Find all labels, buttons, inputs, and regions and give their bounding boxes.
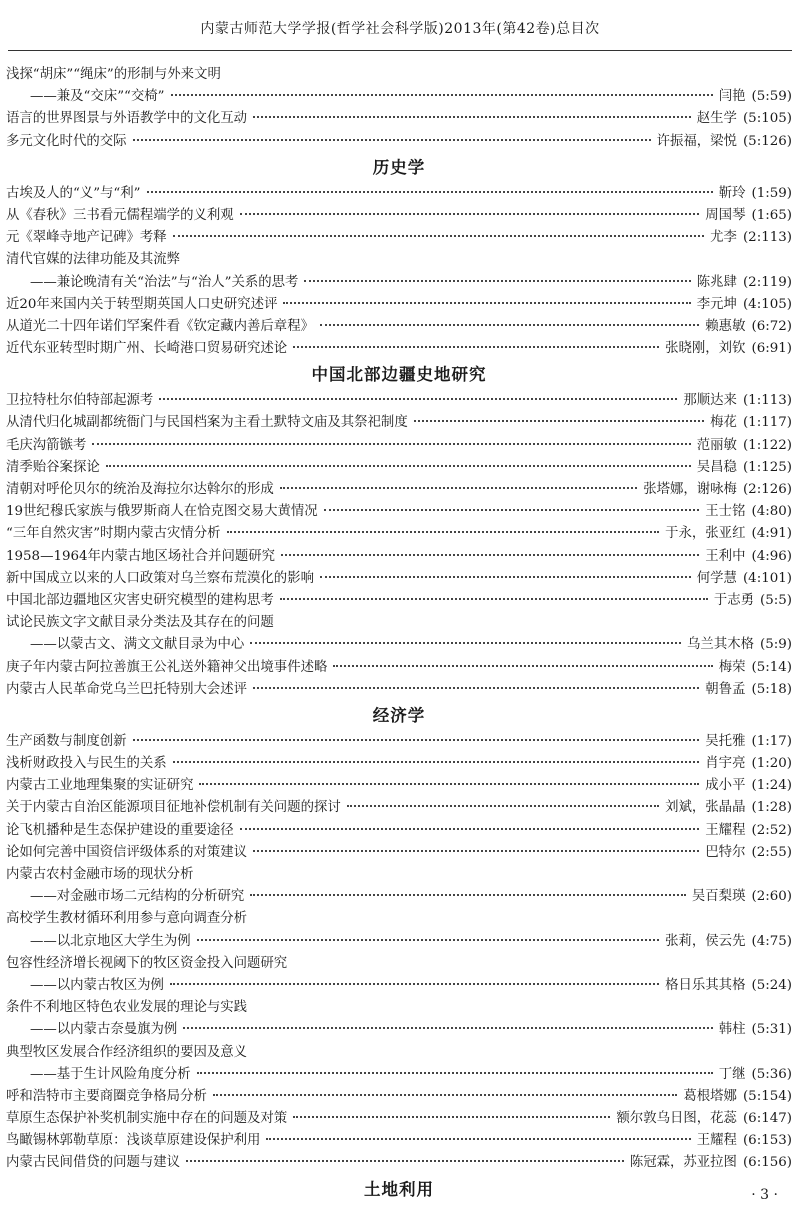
dot-leader [280,597,708,600]
dot-leader [266,1137,690,1140]
entry-issue-page: (5:31) [751,1022,792,1038]
toc-entry [6,590,792,612]
toc-entry [6,997,792,1019]
entry-title: ——以蒙古文、满文文献目录为中心 [30,637,245,653]
entry-author: 丁继 [718,1066,746,1082]
entry-issue-page: (1:59) [751,185,792,201]
entry-author: 朝鲁孟 [705,681,746,697]
entry-issue-page: (1:113) [742,393,792,409]
entry-issue-page: (1:125) [742,459,792,475]
dot-leader [159,397,677,400]
dot-leader [199,782,699,785]
entry-title: 清季贻谷案探论 [6,459,100,475]
entry-issue-page: (6:91) [751,341,792,357]
page-header: 内蒙古师范大学学报(哲学社会科学版)2013年(第42卷)总目次 [200,21,600,37]
dot-leader [213,1093,678,1096]
entry-author: 成小平 [705,778,746,794]
toc-entry [6,316,792,338]
section-heading: 中国北部边疆史地研究 [311,365,487,385]
entry-issue-page: (5:9) [760,637,792,653]
entry-title: 毛庆沟箭镞考 [6,437,87,453]
toc-entry [6,820,792,842]
entry-title: 草原生态保护补奖机制实施中存在的问题及对策 [6,1111,288,1127]
entry-title: 古埃及人的“义”与“利” [6,185,141,201]
entry-issue-page: (6:72) [751,318,792,334]
entry-issue-page: (1:17) [751,733,792,749]
dot-leader [293,345,659,348]
entry-issue-page: (2:55) [751,844,792,860]
dot-leader [333,664,712,667]
section-heading: 经济学 [372,705,426,725]
entry-title: 清朝对呼伦贝尔的统治及海拉尔达斡尔的形成 [6,482,274,497]
entry-author: 许振福，梁悦 [656,133,737,149]
entry-author: 张莉，侯云先 [665,933,746,949]
entry-author: 巴特尔 [705,844,746,860]
entry-issue-page: (2:52) [751,822,792,838]
entry-author: 梅荣 [718,659,746,675]
entry-title: 典型牧区发展合作经济组织的要因及意义 [6,1044,248,1060]
toc-entry [6,753,792,775]
toc-entry-subtitle [6,86,792,108]
entry-issue-page: (5:18) [751,681,792,697]
entry-issue-page: (5:36) [751,1066,792,1082]
entry-author: 吴托雅 [705,733,746,749]
dot-leader [227,530,660,533]
entry-author: 闫艳 [718,89,746,105]
entry-title: 从《春秋》三书看元儒程端学的义利观 [6,207,234,223]
entry-author: 周国琴 [705,207,746,223]
entry-author: 范丽敏 [696,437,737,453]
dot-leader [280,486,637,489]
dot-leader [320,575,691,578]
dot-leader [304,279,690,282]
entry-author: 王耀程 [696,1133,737,1149]
toc-entry-subtitle [6,1064,792,1086]
entry-issue-page: (1:20) [751,756,792,772]
toc-entry [6,64,792,86]
entry-title: 清代官媒的法律功能及其流弊 [6,252,181,268]
entry-title: 1958—1964年内蒙古地区场社合并问题研究 [6,548,276,564]
dot-leader [240,827,700,830]
dot-leader [253,686,699,689]
entry-title: 语言的世界图景与外语教学中的文化互动 [6,111,248,127]
entry-author: 尤李 [710,230,737,246]
entry-author: 肖宇亮 [705,756,746,772]
entry-issue-page: (5:5) [760,592,792,608]
dot-leader [147,190,713,193]
entry-author: 李元坤 [696,296,737,312]
entry-title: 条件不利地区特色农业发展的理论与实践 [6,1000,248,1016]
toc-entry [6,108,792,130]
page-number: · 3 · [751,1187,778,1203]
entry-author: 陈兆肆 [696,274,737,290]
dot-leader [106,464,691,467]
toc-entry [6,1042,792,1064]
dot-leader [240,212,700,215]
entry-title: ——兼及“交床”“交椅” [30,89,165,105]
entry-author: 靳玲 [718,185,746,201]
entry-author: 赵生学 [696,111,737,127]
section-heading: 历史学 [372,157,426,177]
header-divider [8,50,792,51]
entry-title: 新中国成立以来的人口政策对乌兰察布荒漠化的影响 [6,570,314,586]
entry-author: 何学慧 [696,570,737,586]
entry-issue-page: (1:65) [751,207,792,223]
entry-title: ——对金融市场二元结构的分析研究 [30,889,245,905]
section-heading: 土地利用 [364,1179,434,1199]
dot-leader [183,1026,712,1029]
toc-entry [6,523,792,545]
toc-entry [6,183,792,205]
entry-author: 于志勇 [713,592,754,608]
entry-title: 元《翠峰寺地产记碑》考释 [6,230,167,246]
dot-leader [250,893,686,896]
entry-issue-page: (1:122) [742,437,792,453]
dot-leader [133,138,651,141]
dot-leader [293,1115,610,1118]
toc-entry [6,797,792,819]
entry-title: 内蒙古工业地理集聚的实证研究 [6,778,194,794]
entry-title: 内蒙古农村金融市场的现状分析 [6,867,194,882]
toc-entry [6,842,792,864]
toc-entry [6,390,792,412]
entry-issue-page: (4:75) [751,933,792,949]
entry-issue-page: (2:126) [742,482,792,497]
entry-title: 试论民族文字文献目录分类法及其存在的问题 [6,615,274,631]
dot-leader [250,641,681,644]
entry-issue-page: (5:59) [751,89,792,105]
entry-issue-page: (1:28) [751,800,792,816]
toc-entry [6,775,792,797]
dot-leader [186,1159,624,1162]
toc-entry [6,294,792,316]
dot-leader [414,419,704,422]
entry-title: 鸟瞰锡林郭勒草原：浅谈草原建设保护利用 [6,1133,261,1149]
entry-title: 中国北部边疆地区灾害史研究模型的建构思考 [6,592,274,608]
dot-leader [281,553,699,556]
entry-title: 高校学生教材循环利用参与意向调查分析 [6,911,248,927]
entry-title: 从清代归化城副都统衙门与民国档案为主看土默特文庙及其祭祀制度 [6,415,408,431]
entry-author: 乌兰其木格 [687,637,754,653]
entry-issue-page: (4:80) [751,504,792,520]
toc-entry [6,1108,792,1130]
toc-entry [6,953,792,975]
toc-entry [6,657,792,679]
entry-issue-page: (5:14) [751,659,792,675]
toc-entry-subtitle [6,1019,792,1041]
toc-entry [6,546,792,568]
entry-author: 格日乐其其格 [665,977,746,993]
dot-leader [283,301,690,304]
toc-entry [6,227,792,249]
entry-author: 张塔娜，谢咏梅 [643,482,737,497]
entry-title: 生产函数与制度创新 [6,733,127,749]
toc-entry [6,1086,792,1108]
entry-author: 梅花 [710,415,737,431]
toc-entry [6,731,792,753]
entry-title: 庚子年内蒙古阿拉善旗王公礼送外籍神父出境事件述略 [6,659,328,675]
toc-entry [6,338,792,360]
toc-entry [6,1152,792,1174]
toc-entry [6,249,792,271]
entry-issue-page: (4:101) [742,570,792,586]
toc-entry [6,435,792,457]
entry-issue-page: (6:147) [742,1111,792,1127]
table-of-contents [6,64,792,1205]
dot-leader [133,738,700,741]
toc-entry-subtitle [6,886,792,908]
entry-title: 浅析财政投入与民生的关系 [6,756,167,772]
dot-leader [253,849,699,852]
entry-issue-page: (6:153) [742,1133,792,1149]
entry-issue-page: (6:156) [742,1155,792,1171]
entry-title: 内蒙古人民革命党乌兰巴托特别大会述评 [6,681,248,697]
entry-issue-page: (4:96) [751,548,792,564]
entry-title: 卫拉特杜尔伯特部起源考 [6,393,154,409]
entry-title: ——兼论晚清有关“治法”与“治人”关系的思考 [30,274,299,290]
entry-author: 韩柱 [718,1022,746,1038]
dot-leader [173,234,704,237]
toc-entry [6,864,792,886]
toc-entry [6,457,792,479]
toc-entry [6,412,792,434]
toc-entry [6,479,792,501]
entry-title: ——以内蒙古牧区为例 [30,977,164,993]
entry-title: 呼和浩特市主要商圈竞争格局分析 [6,1088,207,1104]
entry-title: 多元文化时代的交际 [6,133,127,149]
entry-author: 赖惠敏 [705,318,746,334]
entry-title: “三年自然灾害”时期内蒙古灾情分析 [6,526,221,542]
dot-leader [197,938,659,941]
entry-issue-page: (2:113) [742,230,792,246]
entry-title: 浅探“胡床”“绳床”的形制与外来文明 [6,67,221,82]
dot-leader [324,508,700,511]
toc-entry [6,908,792,930]
entry-issue-page: (5:126) [742,133,792,149]
entry-title: 从道光二十四年诺们罕案件看《钦定藏内善后章程》 [6,318,314,334]
dot-leader [170,982,659,985]
entry-title: ——以内蒙古奈曼旗为例 [30,1022,178,1038]
entry-author: 于永，张亚红 [665,526,746,542]
entry-title: 19世纪穆氏家族与俄罗斯商人在恰克图交易大黄情况 [6,504,318,520]
toc-entry-subtitle [6,931,792,953]
toc-entry [6,612,792,634]
entry-issue-page: (4:105) [742,296,792,312]
toc-entry [6,1130,792,1152]
entry-author: 吴百梨瑛 [691,889,746,905]
entry-author: 刘斌，张晶晶 [665,800,746,816]
entry-author: 王耀程 [705,822,746,838]
toc-entry-subtitle [6,272,792,294]
entry-issue-page: (1:24) [751,778,792,794]
entry-title: 论飞机播种是生态保护建设的重要途径 [6,822,234,838]
entry-author: 吴昌稳 [696,459,737,475]
entry-author: 张晓刚，刘钦 [665,341,746,357]
entry-title: ——以北京地区大学生为例 [30,933,191,949]
entry-issue-page: (4:91) [751,526,792,542]
entry-title: 论如何完善中国资信评级体系的对策建议 [6,844,248,860]
toc-entry [6,568,792,590]
entry-issue-page: (5:105) [742,111,792,127]
entry-title: 近代东亚转型时期广州、长崎港口贸易研究述论 [6,341,288,357]
entry-title: 包容性经济增长视阈下的牧区资金投入问题研究 [6,955,288,971]
dot-leader [347,804,659,807]
entry-issue-page: (5:24) [751,977,792,993]
entry-author: 王利中 [705,548,746,564]
dot-leader [197,1071,713,1074]
entry-issue-page: (5:154) [742,1088,792,1104]
dot-leader [173,760,700,763]
entry-title: ——基于生计风险角度分析 [30,1066,191,1082]
dot-leader [92,442,690,445]
dot-leader [253,115,691,118]
entry-author: 葛根塔娜 [683,1088,737,1104]
toc-entry [6,501,792,523]
toc-entry-subtitle [6,975,792,997]
entry-title: 关于内蒙古自治区能源项目征地补偿机制有关问题的探讨 [6,800,341,816]
entry-author: 那顺达来 [683,393,737,409]
toc-entry [6,679,792,701]
entry-issue-page: (2:60) [751,889,792,905]
entry-author: 额尔敦乌日图，花蕊 [616,1111,737,1127]
toc-entry [6,205,792,227]
toc-entry-subtitle [6,634,792,656]
entry-issue-page: (1:117) [742,415,792,431]
entry-title: 内蒙古民间借贷的问题与建议 [6,1155,181,1171]
toc-entry [6,131,792,153]
dot-leader [171,93,713,96]
dot-leader [320,323,699,326]
entry-author: 陈冠霖，苏亚拉图 [629,1155,737,1171]
entry-title: 近20年来国内关于转型期英国人口史研究述评 [6,296,278,312]
entry-issue-page: (2:119) [742,274,792,290]
entry-author: 王士铭 [705,504,746,520]
